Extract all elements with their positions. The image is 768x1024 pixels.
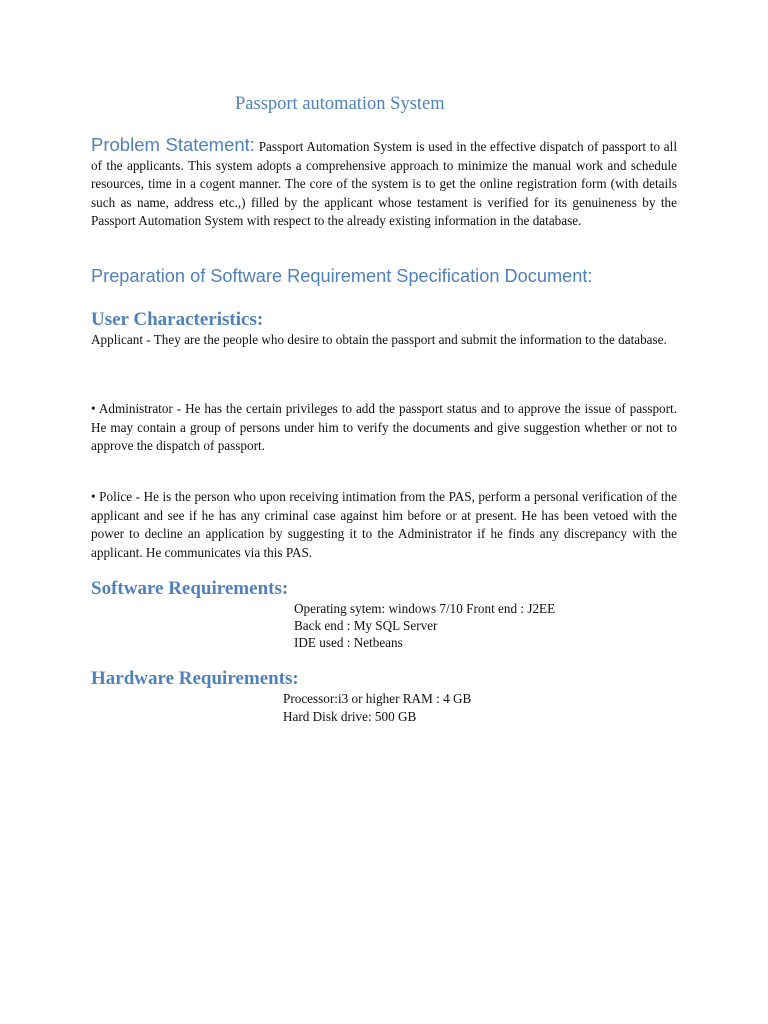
hardware-requirements-heading: Hardware Requirements: [91, 668, 299, 689]
document-title: Passport automation System [235, 94, 445, 114]
police-paragraph: • Police - He is the person who upon receiving intimation from the PAS, perform a personal verification of the applicant and see if he has any criminal case against him before or at present. He has been vetoed with the power to decline an application by suggesting it to the Administrator if he finds any discrepancy with the applicant. He communicates via this PAS. [91, 489, 677, 560]
software-requirement-line: Operating sytem: windows 7/10 Front end : J2EE [294, 601, 556, 616]
administrator-paragraph: • Administrator - He has the certain privileges to add the passport status and to approve the issue of passport. He may contain a group of persons under him to verify the documents and give suggestion whether or not to approve the dispatch of passport. [91, 401, 677, 454]
user-characteristics-heading: User Characteristics: [91, 309, 264, 330]
hardware-requirement-line: Processor:i3 or higher RAM : 4 GB [283, 691, 472, 706]
software-requirements-heading: Software Requirements: [91, 578, 289, 599]
problem-statement-heading: Problem Statement: [91, 134, 255, 155]
problem-statement-text: Passport Automation System is used in the effective dispatch of passport to all of the applicants. This system adopts a comprehensive approach to minimize the manual work and schedule resources, time in a cogent manner. The core of the system is to get the online registration form (with details such as name, address etc.,) filled by the applicant whose testament is verified for its genuineness by the Passport Automation System with respect to the already existing information in the database. [91, 139, 677, 229]
srs-heading: Preparation of Software Requirement Specification Document: [91, 266, 593, 286]
software-requirement-line: IDE used : Netbeans [294, 635, 403, 650]
software-requirement-line: Back end : My SQL Server [294, 618, 438, 633]
problem-statement-paragraph [91, 136, 677, 231]
applicant-paragraph: Applicant - They are the people who desire to obtain the passport and submit the information to the database. [91, 332, 667, 347]
hardware-requirement-line: Hard Disk drive: 500 GB [283, 709, 417, 724]
